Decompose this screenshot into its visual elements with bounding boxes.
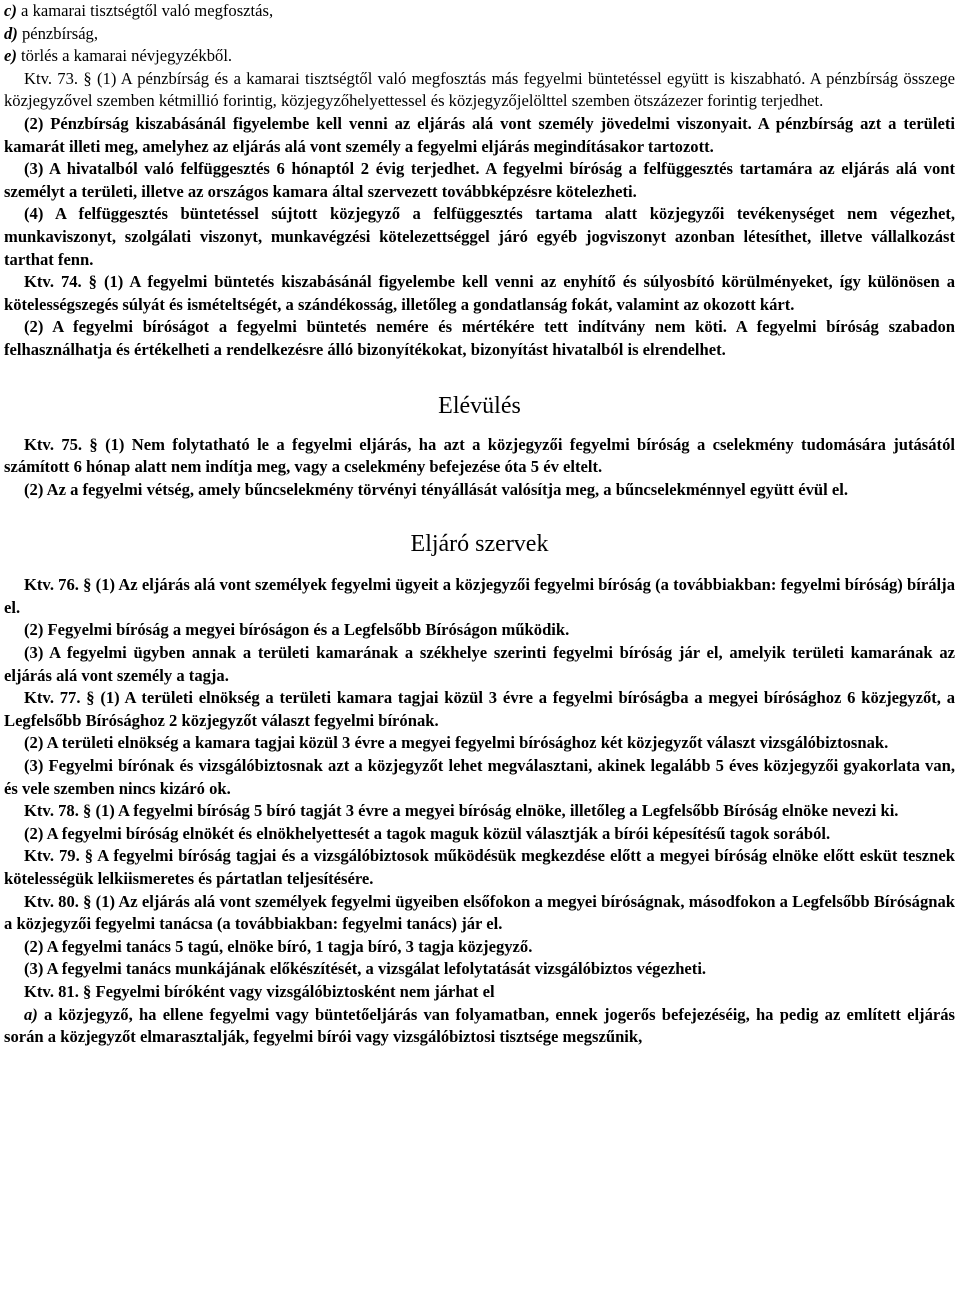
paragraph-ktv77-2: (2) A területi elnökség a kamara tagjai közül 3 évre a megyei fegyelmi bírósághoz két közjegyzőt választ vizsgálóbiztosnak.: [24, 733, 889, 753]
paragraph-ktv78-2: (2) A fegyelmi bíróság elnökét és elnökhelyettesét a tagok maguk közül választják a bírói képesítésű tagok sorából.: [24, 823, 831, 843]
paragraph-ktv79: Ktv. 79. § A fegyelmi bíróság tagjai és a vizsgálóbiztosok működésük megkezdése előtt a megyei bíróság elnöke előtt esküt tesznek kötelességük lelkiismeretes és pártatlan teljesítésére.: [4, 846, 955, 888]
paragraph-ktv76-2: (2) Fegyelmi bíróság a megyei bíróságon és a Legfelsőbb Bíróságon működik.: [24, 620, 570, 640]
list-text: pénzbírság,: [17, 23, 99, 43]
paragraph-ktv80-3: (3) A fegyelmi tanács munkájának előkészítését, a vizsgálat lefolytatását vizsgálóbiztos végezheti.: [24, 959, 707, 979]
list-letter: a): [24, 1004, 38, 1024]
paragraph-ktv76-1: Ktv. 76. § (1) Az eljárás alá vont személyek fegyelmi ügyeit a közjegyzői fegyelmi bíróság (a továbbiakban: fegyelmi bíróság) bírálja el.: [4, 575, 955, 617]
paragraph-ktv80-2: (2) A fegyelmi tanács 5 tagú, elnöke bíró, 1 tagja bíró, 3 tagja közjegyző.: [24, 936, 533, 956]
list-text: törlés a kamarai névjegyzékből.: [16, 46, 233, 66]
list-item-d: [4, 23, 955, 46]
paragraph-ktv81: Ktv. 81. § Fegyelmi bíróként vagy vizsgálóbiztosként nem járhat el: [24, 981, 495, 1001]
paragraph-ktv80-1: Ktv. 80. § (1) Az eljárás alá vont személyek fegyelmi ügyeiben elsőfokon a megyei bíróságnak, másodfokon a Legfelsőbb Bíróságnak a közjegyzői fegyelmi tanácsa (a továbbiakban: fegyelmi tanács) jár el.: [4, 891, 955, 934]
list-item-a: [4, 1004, 955, 1049]
list-item-c: [4, 0, 955, 23]
paragraph-ktv73-3: (3) A hivatalból való felfüggesztés 6 hónaptól 2 évig terjedhet. A fegyelmi bíróság a felfüggesztés tartamára az eljárás alá vont személyt a területi, illetve az országos kamara által szervezett továbbképzésre kötelezheti.: [4, 159, 955, 201]
paragraph-ktv78-1: Ktv. 78. § (1) A fegyelmi bíróság 5 bíró tagját 3 évre a megyei bíróság elnöke, illetőleg a Legfelsőbb Bíróság elnöke nevezi ki.: [24, 801, 899, 821]
section-heading-elevules: Elévülés: [438, 392, 521, 419]
paragraph-ktv75-2: (2) Az a fegyelmi vétség, amely bűncselekmény törvényi tényállását valósítja meg, a bűncselekménnyel együtt évül el.: [24, 479, 849, 499]
paragraph-ktv77-3: (3) Fegyelmi bírónak és vizsgálóbiztosnak azt a közjegyzőt lehet megválasztani, akinek legalább 5 éves közjegyzői gyakorlata van, és vele szemben nincs kizáró ok.: [4, 756, 955, 798]
list-text: a kamarai tisztségtől való megfosztás,: [16, 1, 274, 20]
list-letter: d): [4, 23, 18, 43]
section-heading-eljaro-szervek: Eljáró szervek: [410, 531, 549, 558]
paragraph-ktv76-3: (3) A fegyelmi ügyben annak a területi kamarának a székhelye szerinti fegyelmi bíróság jár el, amelyik területi kamarának az eljárás alá vont személy a tagja.: [4, 643, 955, 685]
list-letter: c): [4, 1, 17, 20]
paragraph-ktv73-2: (2) Pénzbírság kiszabásánál figyelembe kell venni az eljárás alá vont személy jövedelmi viszonyait. A pénzbírság azt a területi kamarát illeti meg, amelyhez az eljárás alá vont személy a fegyelmi eljárás megindításakor tartozott.: [4, 113, 955, 156]
paragraph-ktv75-1: Ktv. 75. § (1) Nem folytatható le a fegyelmi eljárás, ha azt a közjegyzői fegyelmi bíróság a cselekmény tudomására jutásától számított 6 hónap alatt nem indítja meg, vagy a cselekmény befejezése óta 5 év eltelt.: [4, 434, 955, 477]
list-text: a közjegyző, ha ellene fegyelmi vagy büntetőeljárás van folyamatban, ennek jogerős befejezéséig, ha pedig az említett eljárás során a közjegyzőt elmarasztalják, fegyelmi bírói vagy vizsgálóbiztosi tisztsége megszűnik,: [4, 1004, 955, 1047]
paragraph-ktv74-2: (2) A fegyelmi bíróságot a fegyelmi büntetés nemére és mértékére tett indítvány nem köti. A fegyelmi bíróság szabadon felhasználhatja és értékelheti a rendelkezésre álló bizonyítékokat, bizonyítást hivatalból is elrendelhet.: [4, 317, 955, 359]
list-item-e: [4, 45, 955, 68]
paragraph-ktv74-1: Ktv. 74. § (1) A fegyelmi büntetés kiszabásánál figyelembe kell venni az enyhítő és súlyosbító körülményeket, így különösen a kötelességszegés súlyát és ismételtségét, a szándékosság, illetőleg a gondatlanság fokát, valamint az okozott kárt.: [4, 272, 955, 314]
list-letter: e): [4, 46, 17, 66]
document-page: [4, 0, 955, 1049]
paragraph-ktv77-1: Ktv. 77. § (1) A területi elnökség a területi kamara tagjai közül 3 évre a fegyelmi bíróságba a megyei bírósághoz 6 közjegyzőt, a Legfelsőbb Bírósághoz 2 közjegyzőt választ fegyelmi bírónak.: [4, 688, 955, 730]
paragraph-ktv73-4: (4) A felfüggesztés büntetéssel sújtott közjegyző a felfüggesztés tartama alatt közjegyzői tevékenységet nem végezhet, munkaviszonyt, szolgálati viszonyt, munkavégzési kötelezettséggel járó egyéb jogviszonyt azonban létesíthet, illetve vállalkozást tarthat fenn.: [4, 204, 955, 269]
paragraph-ktv73-1: Ktv. 73. § (1) A pénzbírság és a kamarai tisztségtől való megfosztás más fegyelmi büntetéssel együtt is kiszabható. A pénzbírság összege közjegyzővel szemben kétmillió forintig, közjegyzőhelyettessel és közjegyzőjelölttel szemben ötszázezer forintig terjedhet.: [4, 68, 955, 111]
